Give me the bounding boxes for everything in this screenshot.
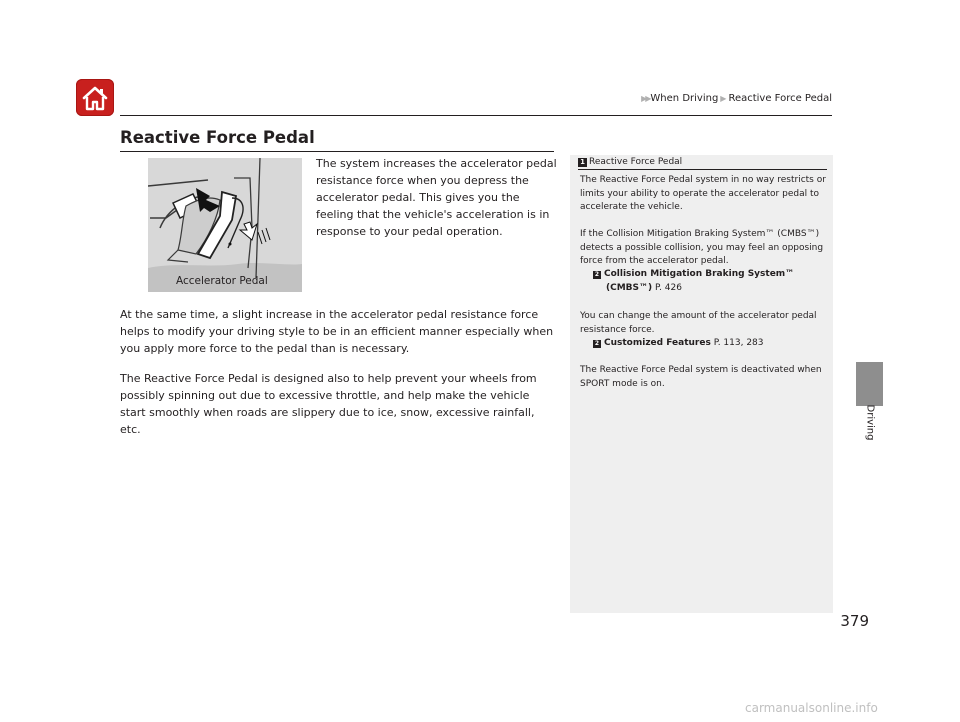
reference-arrow-icon: 2 <box>594 340 600 347</box>
breadcrumb-arrow-icon: ▶ <box>720 94 727 103</box>
sidebar-note: The Reactive Force Pedal system is deactivated when SPORT mode is on. <box>580 365 822 389</box>
cross-reference-link[interactable] <box>606 282 682 296</box>
body-paragraph: At the same time, a slight increase in the accelerator pedal resistance force helps to modify your driving style to be in an efficient manner especially when you apply more force to the pedal than is necessary. <box>120 308 554 355</box>
breadcrumb-item-reactive-force-pedal[interactable]: Reactive Force Pedal <box>728 93 832 104</box>
note-number-badge: 1 <box>578 158 587 167</box>
page-number: 379 <box>840 612 869 630</box>
sidebar-note: You can change the amount of the accelerator pedal resistance force. <box>580 311 817 335</box>
cross-reference-link[interactable] <box>593 268 794 282</box>
home-icon <box>80 84 110 112</box>
reference-title: (CMBS™) <box>606 283 653 293</box>
sidebar-title <box>578 157 682 167</box>
header-divider <box>120 115 832 116</box>
body-paragraph: The Reactive Force Pedal is designed also to help prevent your wheels from possibly spinning out due to excessive throttle, and help make the vehicle start smoothly when roads are slippery due to ice, snow, excessive rainfall, etc. <box>120 372 537 436</box>
reference-title: Customized Features <box>604 338 711 348</box>
section-tab-label: Driving <box>864 404 876 440</box>
accelerator-pedal-illustration <box>148 158 302 292</box>
reference-title: Collision Mitigation Braking System™ <box>604 269 795 279</box>
sidebar-note: If the Collision Mitigation Braking System™ (CMBS™) detects a possible collision, you may feel an opposing force from the accelerator pedal. <box>580 229 824 266</box>
sidebar-title-text: Reactive Force Pedal <box>589 157 683 167</box>
reference-page: P. 113, 283 <box>713 338 764 348</box>
home-button[interactable] <box>76 79 114 116</box>
cross-reference-link[interactable] <box>593 337 764 351</box>
reference-page: P. 426 <box>655 283 682 293</box>
title-divider <box>120 151 554 152</box>
page-title: Reactive Force Pedal <box>120 128 315 147</box>
sidebar-divider <box>578 169 827 170</box>
intro-paragraph: The system increases the accelerator pedal resistance force when you depress the accelerator pedal. This gives you the feeling that the vehicle's acceleration is in response to your pedal operation. <box>316 157 557 238</box>
figure-caption: Accelerator Pedal <box>176 275 268 287</box>
section-tab-marker[interactable] <box>856 362 883 406</box>
reference-arrow-icon: 2 <box>594 271 600 278</box>
watermark: carmanualsonline.info <box>745 701 878 715</box>
pedal-illustration-drawing <box>148 158 302 292</box>
breadcrumb <box>638 93 832 104</box>
breadcrumb-item-when-driving[interactable]: When Driving <box>650 93 719 104</box>
breadcrumb-arrow-icon: ▶▶ <box>641 94 650 103</box>
sidebar-note: The Reactive Force Pedal system in no way restricts or limits your ability to operate the accelerator pedal to accelerate the vehicle. <box>580 175 826 212</box>
